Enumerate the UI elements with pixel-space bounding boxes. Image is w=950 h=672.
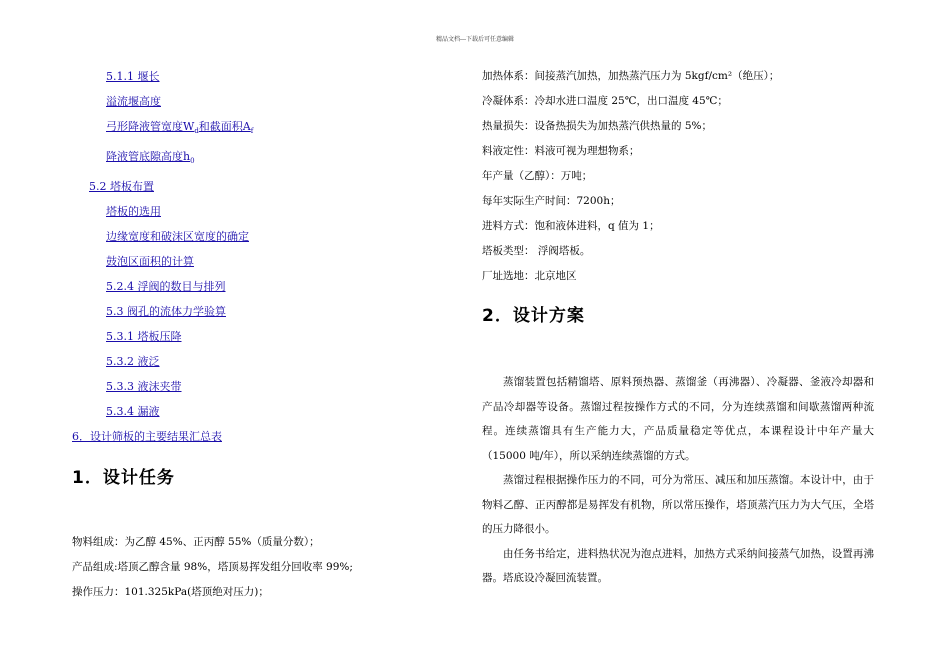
design-params-right [482, 64, 882, 289]
page-header: 精品文档---下载后可任意编辑 [435, 36, 515, 43]
param-line: 年产量（乙醇）：万吨； [482, 170, 593, 182]
param-line: 热量损失：设备热损失为加热蒸汽供热量的 5%； [482, 120, 712, 132]
param-line: 冷凝体系：冷却水进口温度 25℃，出口温度 45℃； [482, 95, 728, 107]
toc-link[interactable] [72, 144, 402, 174]
toc-subscript: 0 [190, 157, 195, 166]
toc-link[interactable]: 5.3.4 漏液 [106, 405, 160, 419]
section-heading-design-plan: 2．设计方案 [482, 306, 585, 326]
paragraph: 蒸馏过程根据操作压力的不同，可分为常压、减压和加压蒸馏。本设计中，由于物料乙醇、正丙醇都是易挥发有机物，所以常压操作，塔顶蒸汽压力为大气压，全塔的压力降很小。 [482, 474, 874, 535]
table-of-contents [72, 64, 402, 449]
design-plan-body [482, 370, 874, 591]
toc-subscript: f [250, 127, 254, 136]
param-line: 每年实际生产时间：7200h； [482, 195, 621, 207]
toc-link[interactable]: 鼓泡区面积的计算 [106, 255, 194, 269]
toc-link[interactable]: 5.2 塔板布置 [89, 180, 154, 194]
param-line: 物料组成：为乙醇 45%、正丙醇 55%（质量分数）； [72, 536, 320, 548]
param-line: 料液定性：料液可视为理想物系； [482, 145, 640, 157]
toc-link[interactable] [72, 114, 402, 144]
toc-link-text: 和截面积A [198, 120, 251, 133]
toc-link[interactable]: 溢流堰高度 [106, 95, 161, 108]
param-line: 进料方式：饱和液体进料，q 值为 1； [482, 220, 660, 232]
toc-link-text: 弓形降液管宽度W [106, 120, 195, 133]
toc-link[interactable]: 5.2.4 浮阀的数目与排列 [106, 280, 226, 294]
toc-link[interactable]: 6．设计筛板的主要结果汇总表 [72, 430, 222, 444]
param-line: 厂址选地：北京地区 [482, 270, 577, 282]
param-line: 产品组成:塔顶乙醇含量 98%，塔顶易挥发组分回收率 99%; [72, 561, 353, 573]
section-heading-design-task: 1．设计任务 [72, 468, 175, 488]
param-line: 操作压力：101.325kPa(塔顶绝对压力)； [72, 586, 269, 598]
toc-link-text: 降液管底隙高度h [106, 150, 191, 164]
paragraph: 由任务书给定，进料热状况为泡点进料，加热方式采纳间接蒸气加热，设置再沸器。塔底设冷凝回流装置。 [482, 547, 874, 584]
toc-link[interactable]: 5.3 阀孔的流体力学验算 [106, 305, 226, 319]
paragraph: 蒸馏装置包括精馏塔、原料预热器、蒸馏釜（再沸器）、冷凝器、釜液冷却器和产品冷却器等设备。蒸馏过程按操作方式的不同，分为连续蒸馏和间歇蒸馏两种流程。连续蒸馏具有生产能力大，产品质量稳定等优点，本课程设计中年产量大（15000 吨/年），所以采纳连续蒸馏的方式。 [482, 376, 874, 462]
toc-link[interactable]: 边缘宽度和破沫区宽度的确定 [106, 230, 249, 244]
toc-subscript: d [194, 127, 199, 136]
param-line: 塔板类型： 浮阀塔板。 [482, 245, 591, 257]
toc-link[interactable]: 5.3.3 液沫夹带 [106, 380, 182, 394]
toc-link[interactable]: 5.3.2 液泛 [106, 355, 160, 369]
toc-link[interactable]: 塔板的选用 [106, 205, 161, 219]
param-line: 加热体系：间接蒸汽加热，加热蒸汽压力为 5kgf/cm²（绝压）； [482, 70, 780, 82]
design-params-left [72, 530, 412, 605]
toc-link[interactable]: 5.3.1 塔板压降 [106, 330, 182, 344]
toc-link[interactable]: 5.1.1 堰长 [106, 70, 160, 83]
